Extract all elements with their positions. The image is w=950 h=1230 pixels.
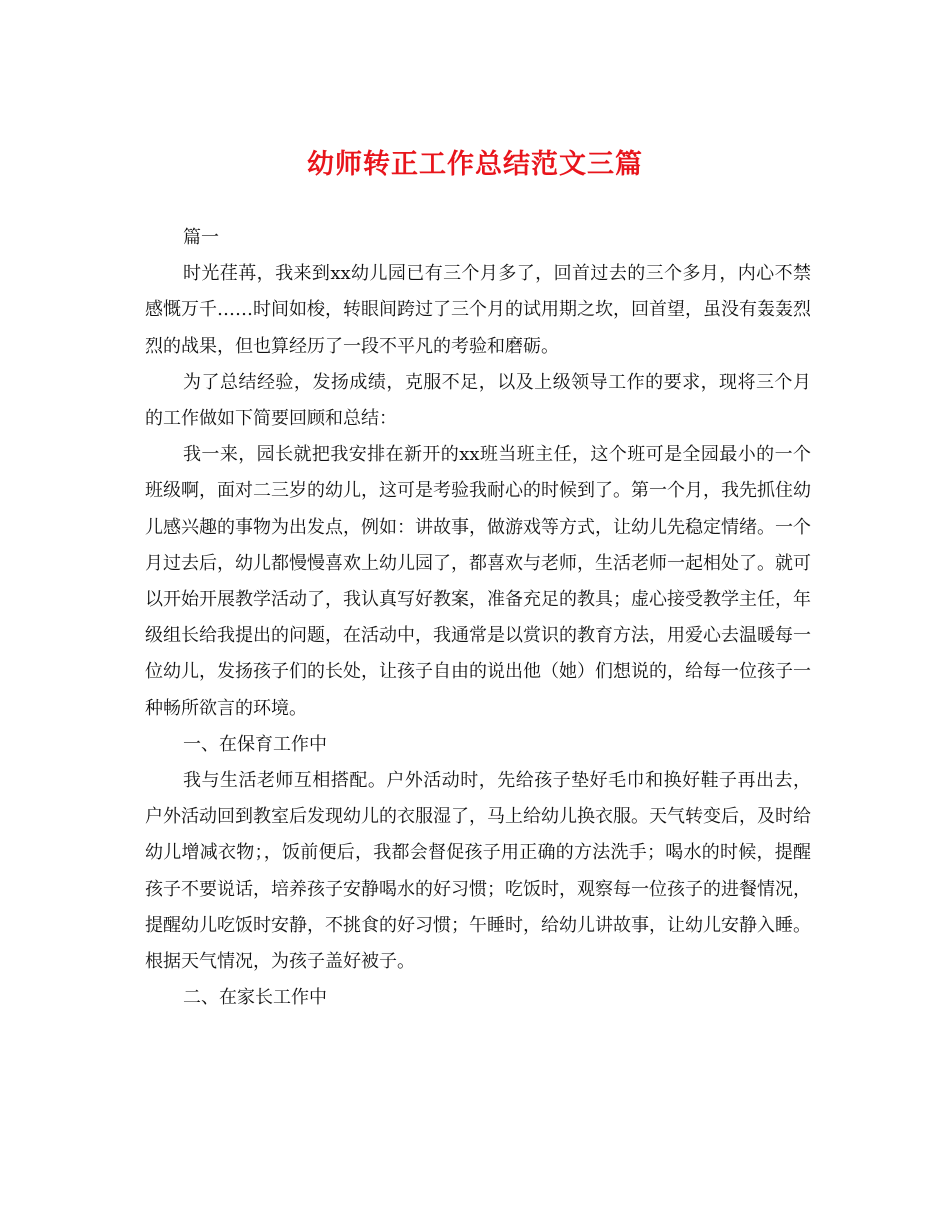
- paragraph-care-work: 我与生活老师互相搭配。户外活动时，先给孩子垫好毛巾和换好鞋子再出去，户外活动回到教室后发现幼儿的衣服湿了，马上给幼儿换衣服。天气转变后，及时给幼儿增减衣物；，饭前便后，我都会督促孩子用正确的方法洗手；喝水的时候，提醒孩子不要说话，培养孩子安静喝水的好习惯；吃饭时，观察每一位孩子的进餐情况，提醒幼儿吃饭时安静，不挑食的好习惯；午睡时，给幼儿讲故事，让幼儿安静入睡。根据天气情况，为孩子盖好被子。: [145, 770, 811, 973]
- paragraph-class-teacher: 我一来，园长就把我安排在新开的xx班当班主任，这个班可是全园最小的一个班级啊，面对二三岁的幼儿，这可是考验我耐心的时候到了。第一个月，我先抓住幼儿感兴趣的事物为出发点，例如：讲故事，做游戏等方式，让幼儿先稳定情绪。一个月过去后，幼儿都慢慢喜欢上幼儿园了，都喜欢与老师，生活老师一起相处了。就可以开始开展教学活动了，我认真写好教案，准备充足的教具；虚心接受教学主任，年级组长给我提出的问题，在活动中，我通常是以赏识的教育方法，用爱心去温暖每一位幼儿，发扬孩子们的长处，让孩子自由的说出他（她）们想说的，给每一位孩子一种畅所欲言的环境。: [145, 444, 811, 719]
- paragraph-summary-purpose: 为了总结经验，发扬成绩，克服不足，以及上级领导工作的要求，现将三个月的工作做如下简要回顾和总结：: [145, 371, 811, 430]
- document-body: [145, 220, 811, 1016]
- section-heading-care-work: 一、在保育工作中: [183, 733, 327, 755]
- document-title: 幼师转正工作总结范文三篇: [307, 149, 643, 180]
- paragraph-intro: 时光荏苒，我来到xx幼儿园已有三个月多了，回首过去的三个多月，内心不禁感慨万千……时间如梭，转眼间跨过了三个月的试用期之坎，回首望，虽没有轰轰烈烈的战果，但也算经历了一段不平凡的考验和磨砺。: [145, 263, 811, 357]
- section-heading-parent-work: 二、在家长工作中: [183, 987, 327, 1009]
- section-heading-part-one: 篇一: [183, 227, 219, 248]
